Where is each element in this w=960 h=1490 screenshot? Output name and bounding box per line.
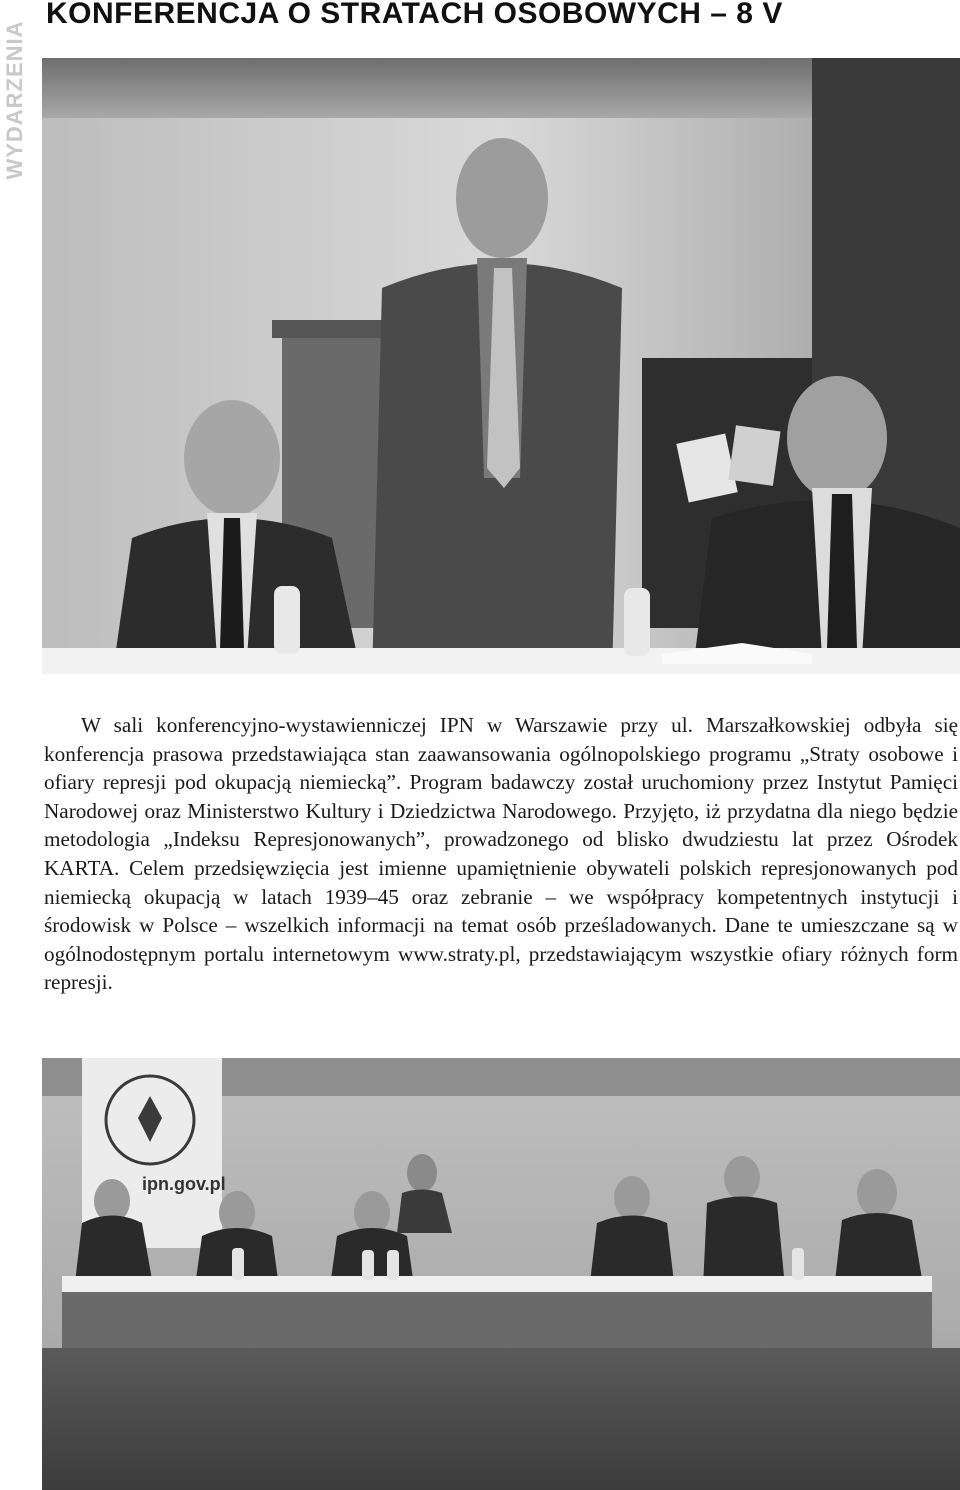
conference-photo-top bbox=[42, 58, 960, 674]
section-label: WYDARZENIA bbox=[2, 20, 27, 180]
article-body: W sali konferencyjno-wystawienniczej IPN w Warszawie przy ul. Marszałkowskiej odbyła się konferencja prasowa przedstawiająca stan zaawansowania ogólnopolskiego programu „Straty osobowe i ofiary represji pod okupacją niemiecką”. Program badawczy został uruchomiony przez Instytut Pamięci Narodowej oraz Ministerstwo Kultury i Dziedzictwa Narodowego. Przyjęto, iż przydatna dla niego będzie metodologia „Indeksu Represjonowanych”, prowadzonego od blisko dwudziestu lat przez Ośrodek KARTA. Celem przedsięwzięcia jest imienne upamiętnienie obywateli polskich represjonowanych pod niemiecką okupacją w latach 1939–45 oraz zebranie – we współpracy kompetentnych instytucji i środowisk w Polsce – wszelkich informacji na temat osób prześladowanych. Dane te umieszczane są w ogólnodostępnym portalu internetowym www.straty.pl, przedstawiającym wszystkie ofiary różnych form represji. bbox=[44, 713, 958, 995]
banner-url: ipn.gov.pl bbox=[142, 1174, 226, 1194]
page-title: KONFERENCJA O STRATACH OSOBOWYCH – 8 V bbox=[46, 0, 783, 30]
photo-top-illustration bbox=[42, 58, 960, 674]
section-tab bbox=[0, 0, 30, 200]
photo-bottom-illustration bbox=[42, 1058, 960, 1490]
conference-photo-bottom bbox=[42, 1058, 960, 1490]
